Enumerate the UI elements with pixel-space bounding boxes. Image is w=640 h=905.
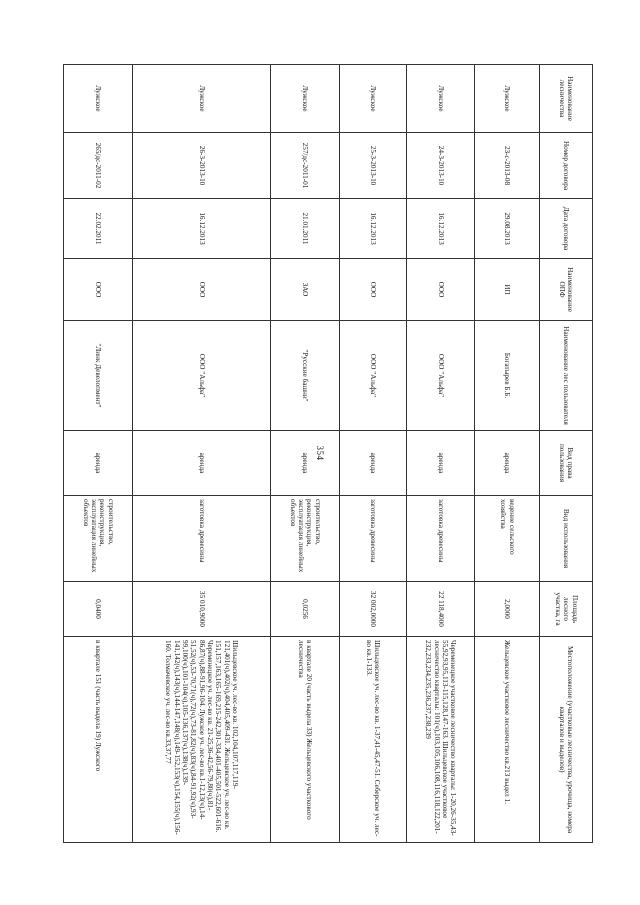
cell-forestry: Лужское (339, 65, 406, 133)
table-row (270, 65, 339, 843)
page-number: 354 (315, 445, 325, 461)
location-text: Шильцевское уч. лес-во кв. 102,104,107,117,119-121,401(ч),402(ч),404,405,409-431. Жельцевское уч. лес-во кв. 151,157,163,165-169,215-242,301-334,401-405,501-522,601-616. Череменецкое уч. лес-во кв. 21-25,36-42,56-79,80(ч),81-86,87(ч),88-91,96-104. Лужское уч. лес-во кв.1-12,13(ч),14-51,52(ч),53-70,71(ч),72(ч),73-81,82(ч),83(ч),84-91,92(ч),93-99,100(ч),101-104(ч),105-136,137(ч),138(ч),139-141,142(ч),143(ч),144-147,148(ч),149-152,153(ч),154,155(ч),156-160. Толмачевское уч. лес-во кв.33,37,77 (164, 640, 239, 835)
header-row (540, 65, 593, 843)
cell-contract-date: 16.12.2013 (132, 199, 270, 259)
cell-user-name: ООО "Альфа" (339, 321, 406, 431)
cell-location: Шильцевское уч. лес-во кв. 1-37,41-45,47-51. Себерское уч. лес-во кв.1-133. (339, 637, 406, 843)
cell-contract-number: 257/дс-2011-01 (270, 133, 339, 199)
table-row (406, 65, 475, 843)
header-right-type: Вид права пользования (540, 431, 593, 496)
header-forestry: Наименование лесничества (540, 65, 593, 133)
cell-right-type: аренда (339, 431, 406, 496)
table-row (132, 65, 270, 843)
cell-forestry: Лужское (475, 65, 540, 133)
cell-legal-form: ООО (339, 259, 406, 321)
table-row (475, 65, 540, 843)
location-text: Череменецкое участковое лесничество кварталы: 1-20,26-35,43-55,92,93,95,113-115,128,147-163. Шильцевское участковое лесничество кварталы: 101(ч),103,105,106,108,116,118,122,201-232,233,234,235,236,237,238,239 (424, 640, 458, 836)
header-contract-date: Дата договора (540, 199, 593, 259)
cell-contract-date: 16.12.2013 (339, 199, 406, 259)
cell-right-type: аренда (406, 431, 475, 496)
cell-forestry: Лужское (406, 65, 475, 133)
cell-contract-date: 22.02.2011 (64, 199, 133, 259)
cell-user-name: Богатырев Б.Б. (475, 321, 540, 431)
cell-forestry: Лужское (64, 65, 133, 133)
cell-use-type: строительство, реконструкция, эксплуатация линейных объектов (270, 496, 339, 582)
cell-contract-number: 23-с-2013-08 (475, 133, 540, 199)
cell-location: в квартале 151 (часть выдела 19) Лужского (64, 637, 133, 843)
cell-forestry: Лужское (132, 65, 270, 133)
cell-contract-date: 16.12.2013 (406, 199, 475, 259)
cell-forestry: Лужское (270, 65, 339, 133)
header-contract-number: Номер договора (540, 133, 593, 199)
cell-location: Жельцевское участковое лесничество кв.213 выдел 1. (475, 637, 540, 843)
cell-area: 32 002,0000 (339, 582, 406, 637)
header-legal-form: Наименование ОПФ (540, 259, 593, 321)
cell-right-type: аренда (132, 431, 270, 496)
cell-user-name: ООО "Альфа" (132, 321, 270, 431)
cell-use-type: заготовка древесины (406, 496, 475, 582)
cell-right-type: аренда (475, 431, 540, 496)
cell-use-type: строительство, реконструкция, эксплуатация линейных объектов (64, 496, 133, 582)
cell-user-name: "Русские башни" (270, 321, 339, 431)
cell-legal-form: ЗАО (270, 259, 339, 321)
document-sheet (63, 64, 593, 842)
header-use-type: Вид использования (540, 496, 593, 582)
cell-area: 35 010,9000 (132, 582, 270, 637)
cell-area: 22 118,4000 (406, 582, 475, 637)
cell-use-type: заготовка древесины (132, 496, 270, 582)
cell-legal-form: ИП (475, 259, 540, 321)
cell-contract-number: 26-3-2013-10 (132, 133, 270, 199)
cell-use-type: ведение сельского хозяйства (475, 496, 540, 582)
table-row (339, 65, 406, 843)
lease-registry-table (63, 64, 593, 843)
cell-area: 0,0400 (64, 582, 133, 637)
header-location: Местоположение (участковые лесничества, урочища, номера кварталов и выделов) (540, 637, 593, 843)
cell-area: 0,0256 (270, 582, 339, 637)
cell-contract-date: 29.08.2013 (475, 199, 540, 259)
cell-contract-number: 24-3-2013-10 (406, 133, 475, 199)
cell-contract-date: 21.01.2011 (270, 199, 339, 259)
cell-right-type: аренда (64, 431, 133, 496)
cell-contract-number: 265/дс-2011-02 (64, 133, 133, 199)
cell-use-type: заготовка древесины (339, 496, 406, 582)
cell-contract-number: 25-3-2013-10 (339, 133, 406, 199)
table-row (64, 65, 133, 843)
cell-area: 2,0000 (475, 582, 540, 637)
cell-legal-form: ООО (406, 259, 475, 321)
cell-user-name: "Линк Девелопмент" (64, 321, 133, 431)
cell-right-type: аренда (270, 431, 339, 496)
header-area: Площадь лесного участка, га (540, 582, 593, 637)
cell-legal-form: ООО (64, 259, 133, 321)
cell-location: в квартале 20 (часть выдела 33) Жельцевского участкового лесничества (270, 637, 339, 843)
cell-legal-form: ООО (132, 259, 270, 321)
cell-location (132, 637, 270, 843)
cell-location (406, 637, 475, 843)
cell-user-name: ООО "Альфа" (406, 321, 475, 431)
header-user-name: Наименование лес пользователя (540, 321, 593, 431)
